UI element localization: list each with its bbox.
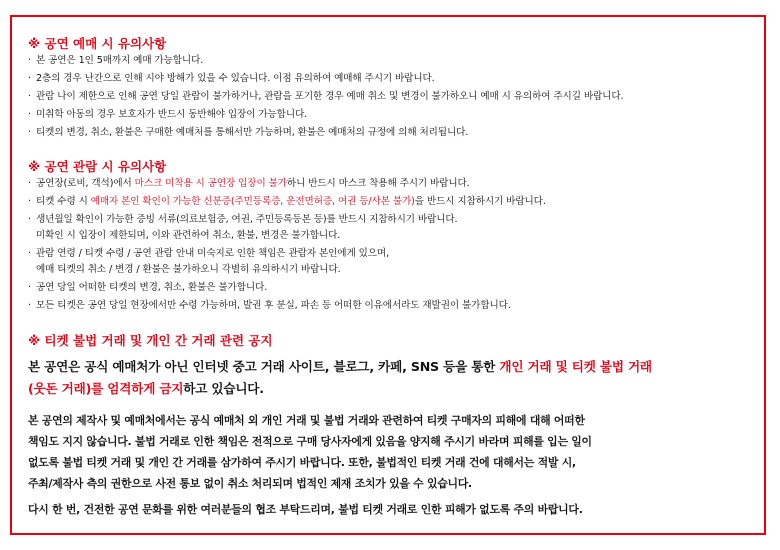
disclaimer-line-2: 책임도 지지 않습니다. 불법 거래로 인한 책임은 전적으로 구매 당사자에게 있음을 양지해 주시기 바라며 피해를 입는 일이 (28, 435, 592, 448)
viewing-item-id: · 티켓 수령 시 예매자 본인 확인이 가능한 신분증(주민등록증, 운전면허증, 여권 등/사본 불가)을 반드시 지참하시기 바랍니다. (28, 196, 546, 207)
viewing-item-birth-l1: · 생년월일 확인이 가능한 증빙 서류(의료보험증, 여권, 주민등록등본 등)를 반드시 지참하시기 바랍니다. (28, 214, 458, 225)
section-viewing-title: ※ 공연 관람 시 유의사항 (28, 159, 167, 174)
viewing-item-age-l2: 예매 티켓의 취소 / 변경 / 환불은 불가하오니 각별히 유의하시기 바랍니다. (36, 264, 341, 275)
mask-warning-text: 마스크 미착용 시 공연장 입장이 불가 (134, 178, 287, 189)
viewing-item-birth-l2: 미확인 시 입장이 제한되며, 이와 관련하여 취소, 환불, 변경은 불가합니다. (36, 230, 341, 241)
booking-item-2: · 2층의 경우 난간으로 인해 시야 방해가 있을 수 있습니다. 이점 유의하여 예매해 주시기 바랍니다. (28, 73, 435, 84)
booking-item-3: · 관람 나이 제한으로 인해 공연 당일 관람이 불가하거나, 관람을 포기한 경우 예매 취소 및 변경이 불가하오니 예매 시 유의하여 주시길 바랍니다. (28, 91, 624, 102)
disclaimer-line-4: 주최/제작사 측의 권한으로 사전 통보 없이 취소 처리되며 법적인 제재 조치가 있을 수 있습니다. (28, 477, 472, 490)
viewing-item-mask: · 공연장(로비, 객석)에서 마스크 미착용 시 공연장 입장이 불가하니 반드시 마스크 착용해 주시기 바랍니다. (28, 178, 470, 189)
viewing-item-pickup: · 모든 티켓은 공연 당일 현장에서만 수령 가능하며, 발권 후 분실, 파손 등 어떠한 이유에서라도 재발권이 불가합니다. (28, 300, 511, 311)
disclaimer-line-1: 본 공연의 제작사 및 예매처에서는 공식 예매처 외 개인 거래 및 불법 거래와 관련하여 티켓 구매자의 피해에 대해 어떠한 (28, 414, 585, 427)
section-booking-title: ※ 공연 예매 시 유의사항 (28, 36, 167, 51)
id-warning-text: 예매자 본인 확인이 가능한 신분증(주민등록증, 운전면허증, 여권 등/사본 불가) (90, 196, 415, 207)
booking-item-4: · 미취학 아동의 경우 보호자가 반드시 동반해야 입장이 가능합니다. (28, 109, 308, 120)
viewing-item-sameday: · 공연 당일 어떠한 티켓의 변경, 취소, 환불은 불가합니다. (28, 282, 268, 293)
booking-item-5: · 티켓의 변경, 취소, 환불은 구매한 예매처를 통해서만 가능하며, 환불은 예매처의 규정에 의해 처리됩니다. (28, 127, 469, 138)
section-illegal-trade-title: ※ 티켓 불법 거래 및 개인 간 거래 관련 공지 (28, 333, 273, 348)
illegal-trade-statement-l2: (웃돈 거래)를 엄격하게 금지하고 있습니다. (28, 381, 264, 396)
illegal-trade-statement-l1: 본 공연은 공식 예매처가 아닌 인터넷 중고 거래 사이트, 블로그, 카페, SNS 등을 통한 개인 거래 및 티켓 불법 거래 (28, 359, 652, 374)
booking-item-1: · 본 공연은 1인 5매까지 예매 가능합니다. (28, 55, 204, 66)
closing-statement: 다시 한 번, 건전한 공연 문화를 위한 여러분들의 협조 부탁드리며, 불법 티켓 거래로 인한 피해가 없도록 주의 바랍니다. (28, 503, 583, 516)
disclaimer-line-3: 없도록 불법 티켓 거래 및 개인 간 거래를 삼가하여 주시기 바랍니다. 또한, 불법적인 티켓 거래 건에 대해서는 적발 시, (28, 456, 576, 469)
viewing-item-age-l1: · 관람 연령 / 티켓 수령 / 공연 관람 안내 미숙지로 인한 책임은 관람자 본인에게 있으며, (28, 248, 390, 259)
